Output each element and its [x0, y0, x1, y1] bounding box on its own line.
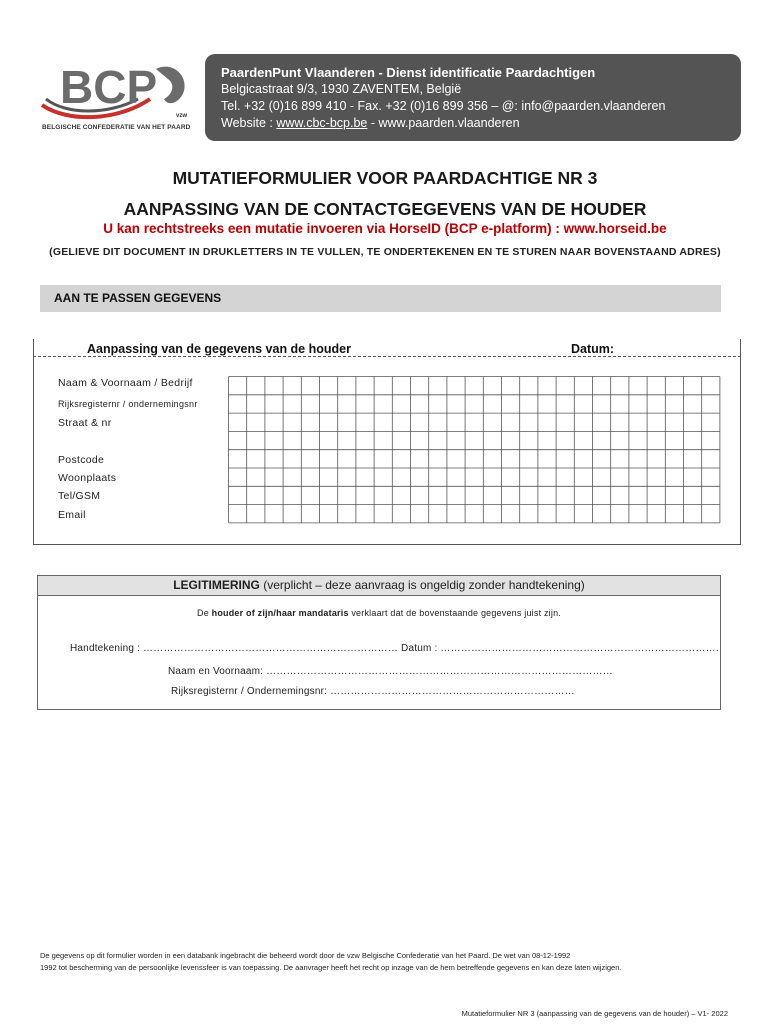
field-label-registry: Rijksregisternr / ondernemingsnr [58, 399, 198, 409]
registry-line[interactable]: Rijksregisternr / Ondernemingsnr: ……………………………………………………………… [171, 686, 575, 697]
name-line[interactable]: Naam en Voornaam: ………………………………………………………………………………………… [168, 666, 613, 677]
address-line: Belgicastraat 9/3, 1930 ZAVENTEM, België [221, 82, 462, 96]
website-prefix: Website : [221, 116, 277, 130]
header-contact-box [205, 54, 741, 141]
form-title: MUTATIEFORMULIER VOOR PAARDACHTIGE NR 3 [172, 168, 598, 188]
form-date-label: Datum: [571, 342, 615, 356]
bcp-logo [38, 55, 198, 135]
form-heading: Aanpassing van de gegevens van de houder [87, 342, 351, 356]
logo-text: BCP [60, 61, 158, 113]
horseid-notice: U kan rechtstreeks een mutatie invoeren via HorseID (BCP e-platform) : www.horseid.be [103, 221, 667, 236]
letter-grid[interactable] [228, 376, 722, 524]
document-reference: Mutatieformulier NR 3 (aanpassing van de gegevens van de houder) – V1- 2022 [461, 1009, 728, 1018]
logo-vzw: vzw [176, 113, 188, 119]
fill-instruction: (GELIEVE DIT DOCUMENT IN DRUKLETTERS IN TE VULLEN, TE ONDERTEKENEN EN TE STUREN NAAR BOVENSTAAND ADRES) [49, 246, 721, 258]
website-line [221, 115, 741, 132]
contact-line: Tel. +32 (0)16 899 410 - Fax. +32 (0)16 899 356 – @: info@paarden.vlaanderen [221, 99, 666, 113]
legitimation-box [37, 575, 721, 710]
logo-caption: BELGISCHE CONFEDERATIE VAN HET PAARD [42, 124, 191, 131]
website-link[interactable]: www.cbc-bcp.be [276, 116, 368, 130]
website-suffix: - www.paarden.vlaanderen [367, 116, 520, 130]
section-heading: AAN TE PASSEN GEGEVENS [40, 285, 721, 312]
form-subtitle-heading: AANPASSING VAN DE CONTACTGEGEVENS VAN DE HOUDER [123, 199, 647, 219]
field-label-phone: Tel/GSM [58, 490, 101, 502]
form-divider [33, 356, 741, 357]
bcp-logo-mark [38, 55, 198, 125]
field-label-email: Email [58, 509, 86, 521]
holder-declaration: De houder of zijn/haar mandataris verklaart dat de bovenstaande gegevens juist zijn. [197, 608, 561, 618]
legitimation-heading: LEGITIMERING (verplicht – deze aanvraag is ongeldig zonder handtekening) [38, 576, 720, 596]
field-label-city: Woonplaats [58, 472, 117, 484]
field-label-postcode: Postcode [58, 454, 105, 466]
field-label-name: Naam & Voornaam / Bedrijf [58, 377, 193, 389]
privacy-notice: De gegevens op dit formulier worden in een databank ingebracht die beheerd wordt door de vzw Belgische Confederatie van het Paard. De wet van 08-12-1992 1992 tot bescherming van de persoonlijke levenssfeer is van toepassing. De aanvrager heeft het recht op inzage van de hem betreffende gegevens en kan deze laten wijzigen. [40, 951, 622, 972]
signature-line[interactable]: Handtekening : ………………………………………………………………… Datum : ………………………………………………………………………. [70, 643, 719, 654]
organization-name: PaardenPunt Vlaanderen - Dienst identificatie Paardachtigen [221, 65, 596, 80]
field-label-street: Straat & nr [58, 417, 112, 429]
